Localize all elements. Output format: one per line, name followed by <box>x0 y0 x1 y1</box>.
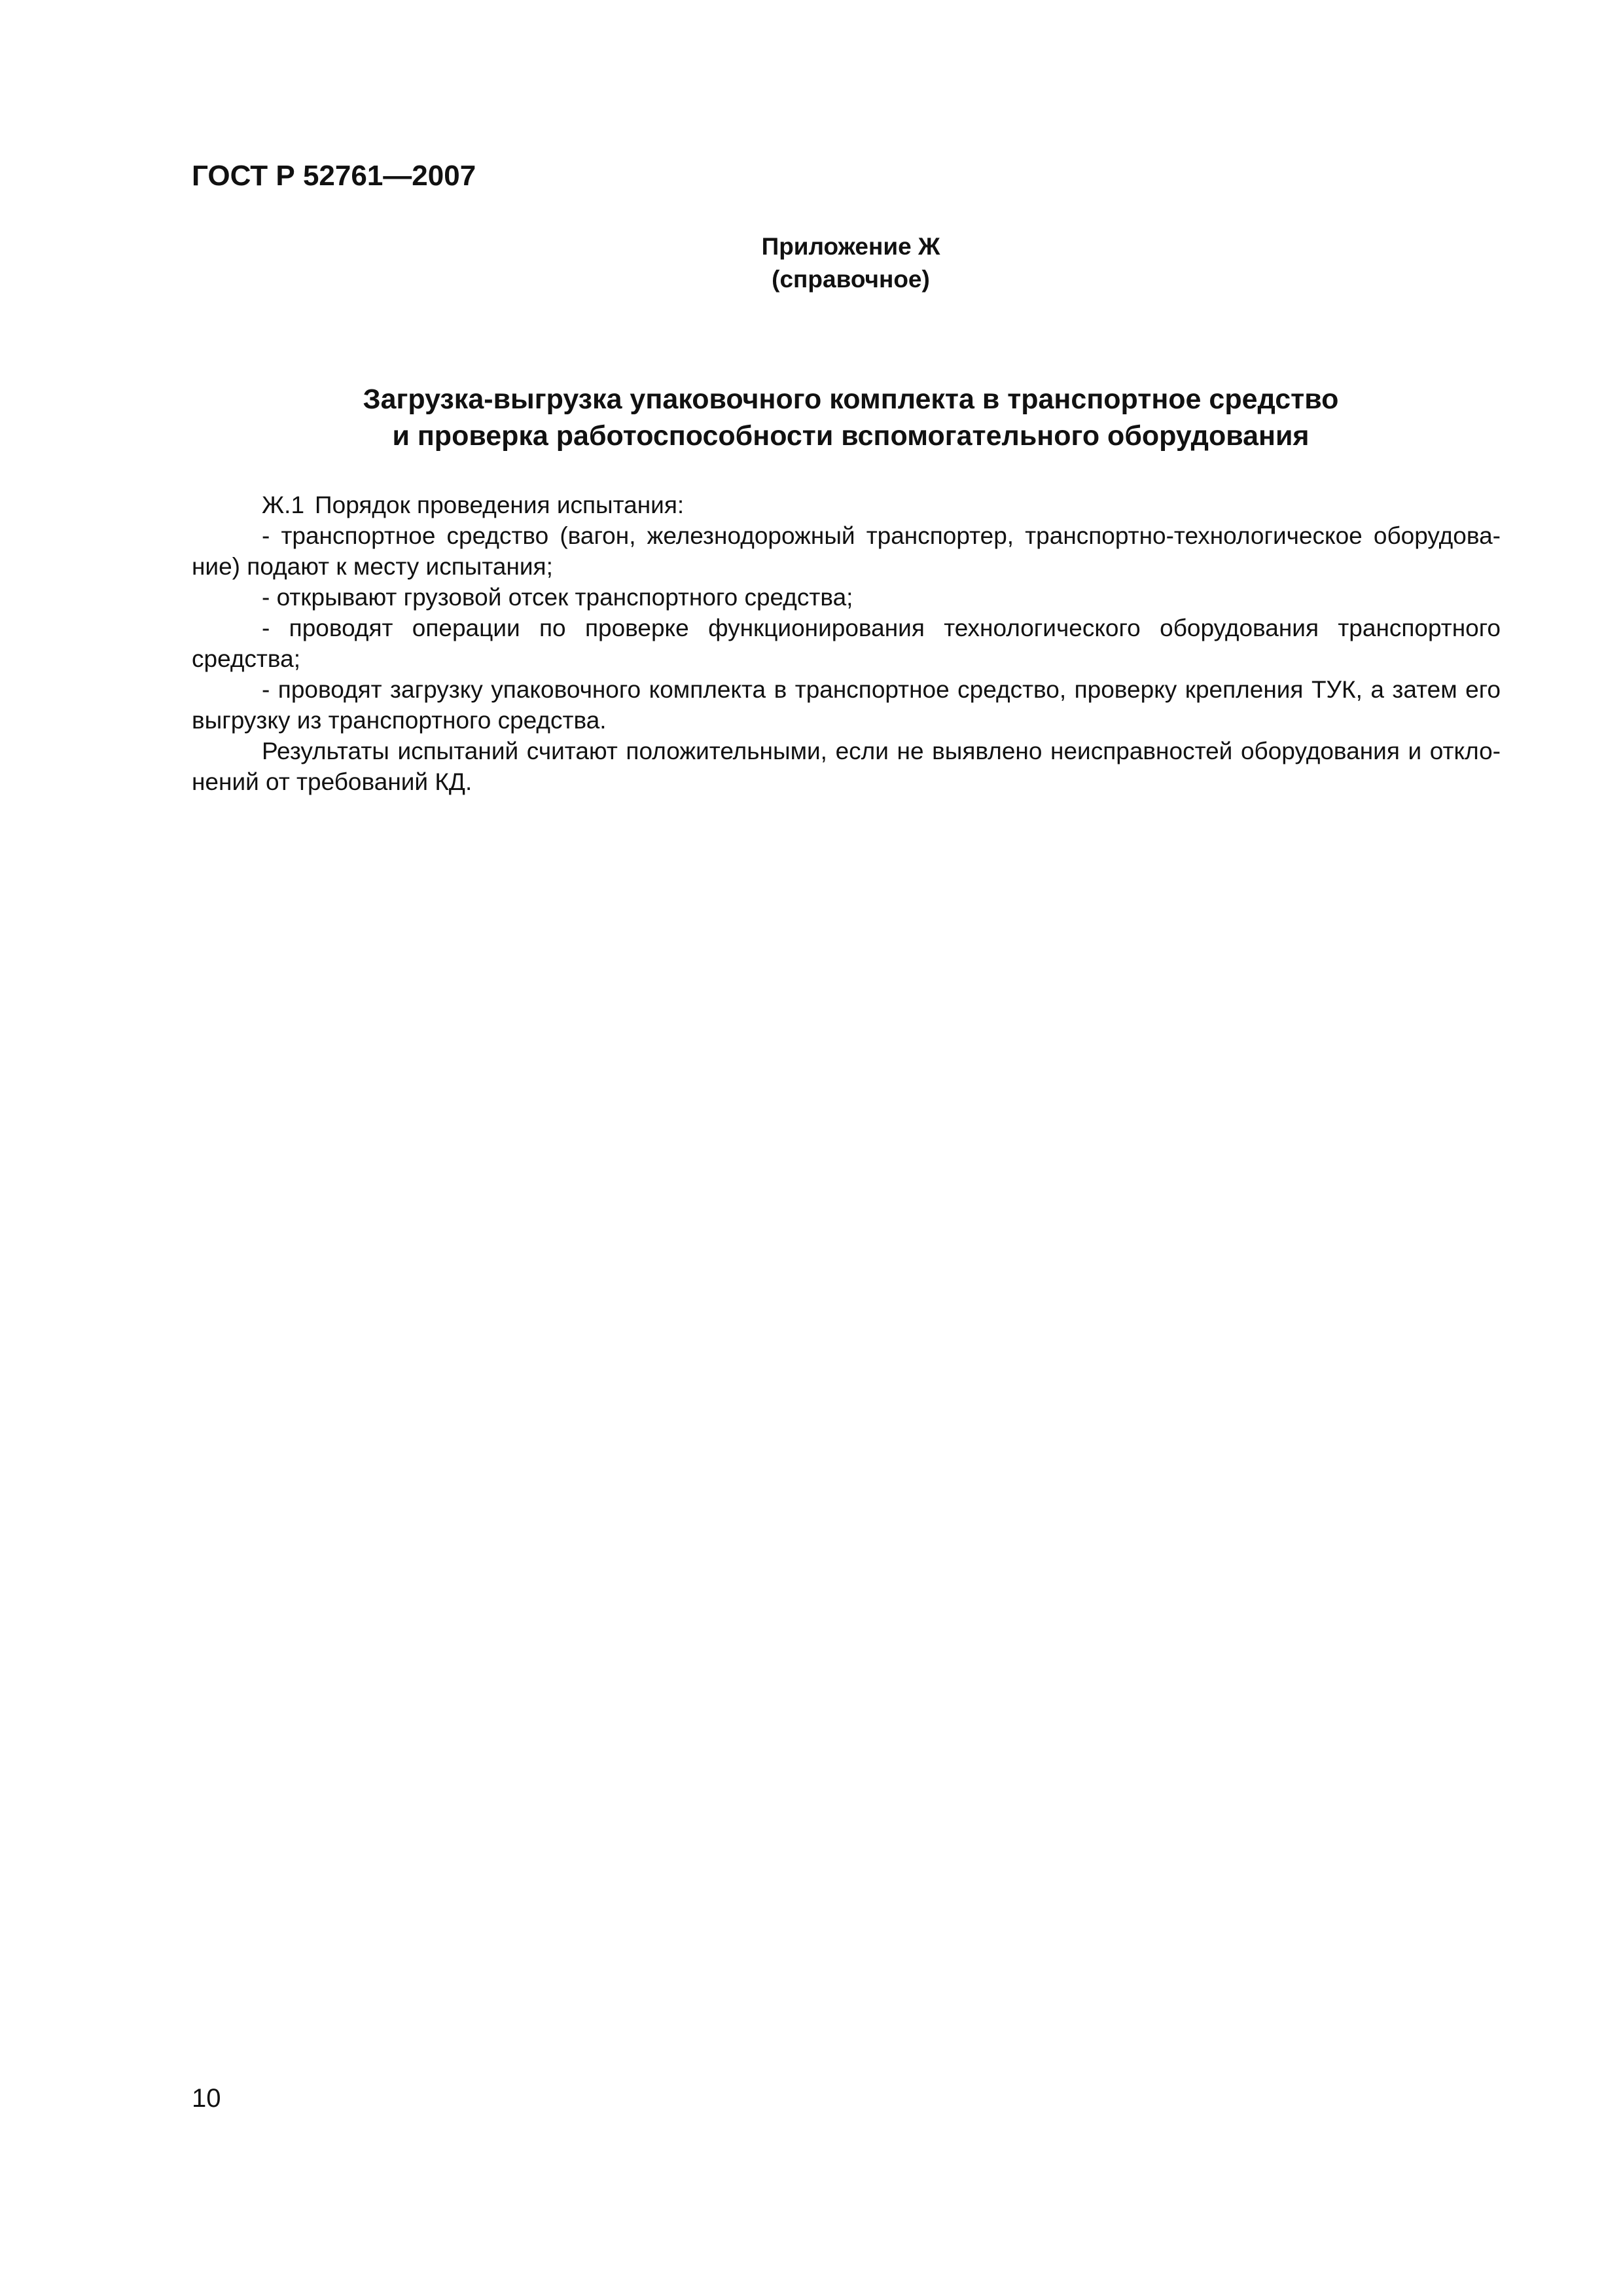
section-title <box>0 381 1623 454</box>
document-code: ГОСТ Р 52761—2007 <box>192 160 476 192</box>
item-paragraph <box>192 490 1501 520</box>
section-title-line-2: и проверка работоспособности вспомогательного оборудования <box>392 420 1310 452</box>
bullet-item-4: - проводят загрузку упаковочного комплекта в транспортное средство, проверку крепления ТУК, а затем его выгрузку из транспортного средства. <box>192 676 1501 734</box>
appendix-type: (справочное) <box>772 266 930 293</box>
appendix-title: Приложение Ж <box>761 233 940 260</box>
appendix-heading <box>0 230 1623 296</box>
item-number: Ж.1 <box>262 492 305 518</box>
section-title-line-1: Загрузка-выгрузка упаковочного комплекта в транспортное средство <box>363 384 1339 415</box>
body-text <box>192 490 1501 797</box>
bullet-item-2: - открывают грузовой отсек транспортного средства; <box>262 584 853 611</box>
results-paragraph: Результаты испытаний считают положительными, если не выявлено неисправностей оборудования и отклонений от требований КД. <box>192 738 1501 795</box>
bullet-item-1: - транспортное средство (вагон, железнодорожный транспортер, транспортно-технологическое оборудование) подают к месту испытания; <box>192 522 1501 580</box>
item-heading: Порядок проведения испытания: <box>315 492 685 518</box>
bullet-item-3: - проводят операции по проверке функционирования технологического оборудования транспортного средства; <box>192 615 1501 672</box>
page-number: 10 <box>192 2084 221 2113</box>
